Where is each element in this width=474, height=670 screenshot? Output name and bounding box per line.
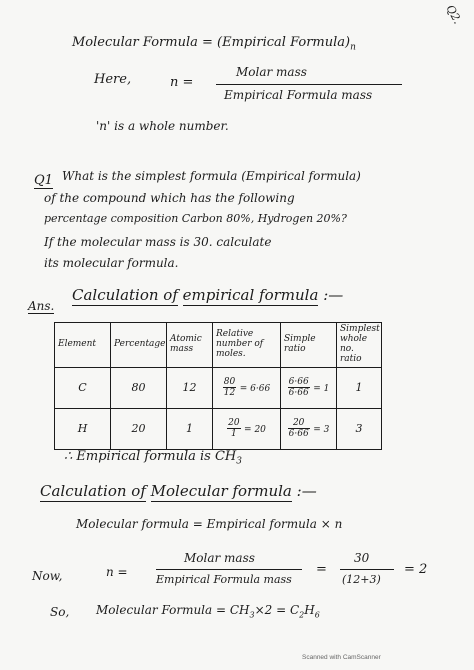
ratio-fraction <box>288 377 310 399</box>
fraction-denominator: 1 <box>230 429 237 440</box>
final-middle: ×2 = C <box>254 603 300 617</box>
page-number-mark: Q2. <box>443 2 465 27</box>
n-result: = 2 <box>404 562 428 577</box>
fraction-numerator: 20 <box>228 417 240 428</box>
cell-ratio <box>281 367 337 408</box>
equals-sign: = <box>316 562 327 577</box>
header-simple-ratio: Simple ratio <box>281 323 337 368</box>
now-label: Now, <box>32 569 63 583</box>
cell-moles <box>213 367 281 408</box>
fraction-denominator: 6·66 <box>288 388 309 399</box>
cell-percentage: 80 <box>111 367 167 408</box>
n-equals-2: n = <box>106 565 128 579</box>
fraction-denominator: 12 <box>223 388 236 399</box>
so-label: So, <box>50 605 70 619</box>
ratio-value: = 1 <box>313 383 330 394</box>
definition-subscript: n <box>350 42 356 53</box>
heading-suffix: :— <box>296 482 317 500</box>
empirical-heading <box>72 288 343 303</box>
fraction-bar <box>340 569 394 570</box>
empirical-result-text: ∴ Empirical formula is CH <box>64 449 237 464</box>
empirical-subscript: 3 <box>236 456 242 467</box>
moles-fraction <box>227 418 240 440</box>
frac1-numerator: Molar mass <box>184 551 255 565</box>
moles-value: = 20 <box>244 424 266 435</box>
final-molecular-formula <box>96 604 320 619</box>
cell-ratio <box>281 408 337 449</box>
fraction-numerator: 6·66 <box>288 376 309 387</box>
frac2-denominator: (12+3) <box>342 573 381 586</box>
frac1-denominator: Empirical Formula mass <box>156 573 292 586</box>
empirical-result <box>64 450 242 467</box>
heading-emphasis: Molecular formula <box>150 482 292 500</box>
heading-emphasis: empirical formula <box>182 286 319 304</box>
question-line-5: its molecular formula. <box>44 256 179 270</box>
heading-prefix: Calculation of <box>72 286 178 304</box>
cell-percentage: 20 <box>111 408 167 449</box>
cell-element: C <box>55 367 111 408</box>
moles-fraction <box>223 377 236 399</box>
question-line-4: If the molecular mass is 30. calculate <box>44 235 272 249</box>
answer-label: Ans. <box>28 299 55 313</box>
fraction-bar <box>156 569 302 570</box>
here-label: Here, <box>94 72 132 87</box>
header-relative-moles: Relative number of moles. <box>213 323 281 368</box>
frac2-numerator: 30 <box>354 551 370 565</box>
n-equals: n = <box>170 75 194 90</box>
heading-prefix: Calculation of <box>40 482 146 500</box>
question-label: Q1 <box>34 173 53 188</box>
final-subscript-2: 2 <box>299 610 305 620</box>
cell-whole: 3 <box>337 408 382 449</box>
header-element: Element <box>55 323 111 368</box>
question-line-3: percentage composition Carbon 80%, Hydrogen 20%? <box>44 212 347 225</box>
cell-atomic-mass: 1 <box>167 408 213 449</box>
table-header-row <box>55 323 382 368</box>
table-row <box>55 408 382 449</box>
molecular-formula-definition <box>72 36 356 53</box>
question-line-2: of the compound which has the following <box>44 191 295 205</box>
composition-table <box>54 322 382 450</box>
definition-text: Molecular Formula = (Empirical Formula) <box>72 35 351 50</box>
final-prefix: Molecular Formula = CH <box>96 603 250 617</box>
table-row <box>55 367 382 408</box>
header-atomic-mass: Atomic mass <box>167 323 213 368</box>
heading-suffix: :— <box>323 286 344 304</box>
cell-element: H <box>55 408 111 449</box>
scanner-watermark: Scanned with CamScanner <box>302 654 381 661</box>
molecular-heading <box>40 484 317 499</box>
fraction-numerator: 80 <box>223 376 236 387</box>
header-percentage: Percentage <box>111 323 167 368</box>
fraction-numerator: 20 <box>288 418 310 429</box>
fraction-bar <box>216 84 402 85</box>
final-subscript-1: 3 <box>249 610 255 620</box>
whole-number-note: 'n' is a whole number. <box>96 119 229 133</box>
fraction-denominator: 6·66 <box>288 429 309 440</box>
header-whole-ratio: Simplest whole no. ratio <box>337 323 382 368</box>
n-denominator: Empirical Formula mass <box>224 88 373 102</box>
cell-whole: 1 <box>337 367 382 408</box>
cell-moles <box>213 408 281 449</box>
molecular-relation: Molecular formula = Empirical formula × n <box>76 517 343 531</box>
moles-value: = 6·66 <box>239 383 271 394</box>
cell-atomic-mass: 12 <box>167 367 213 408</box>
final-hydrogen: H <box>304 603 315 617</box>
ratio-fraction <box>288 418 310 440</box>
n-numerator: Molar mass <box>236 65 307 79</box>
ratio-value: = 3 <box>313 424 330 435</box>
final-subscript-3: 6 <box>314 610 320 620</box>
question-line-1: What is the simplest formula (Empirical formula) <box>62 169 361 183</box>
